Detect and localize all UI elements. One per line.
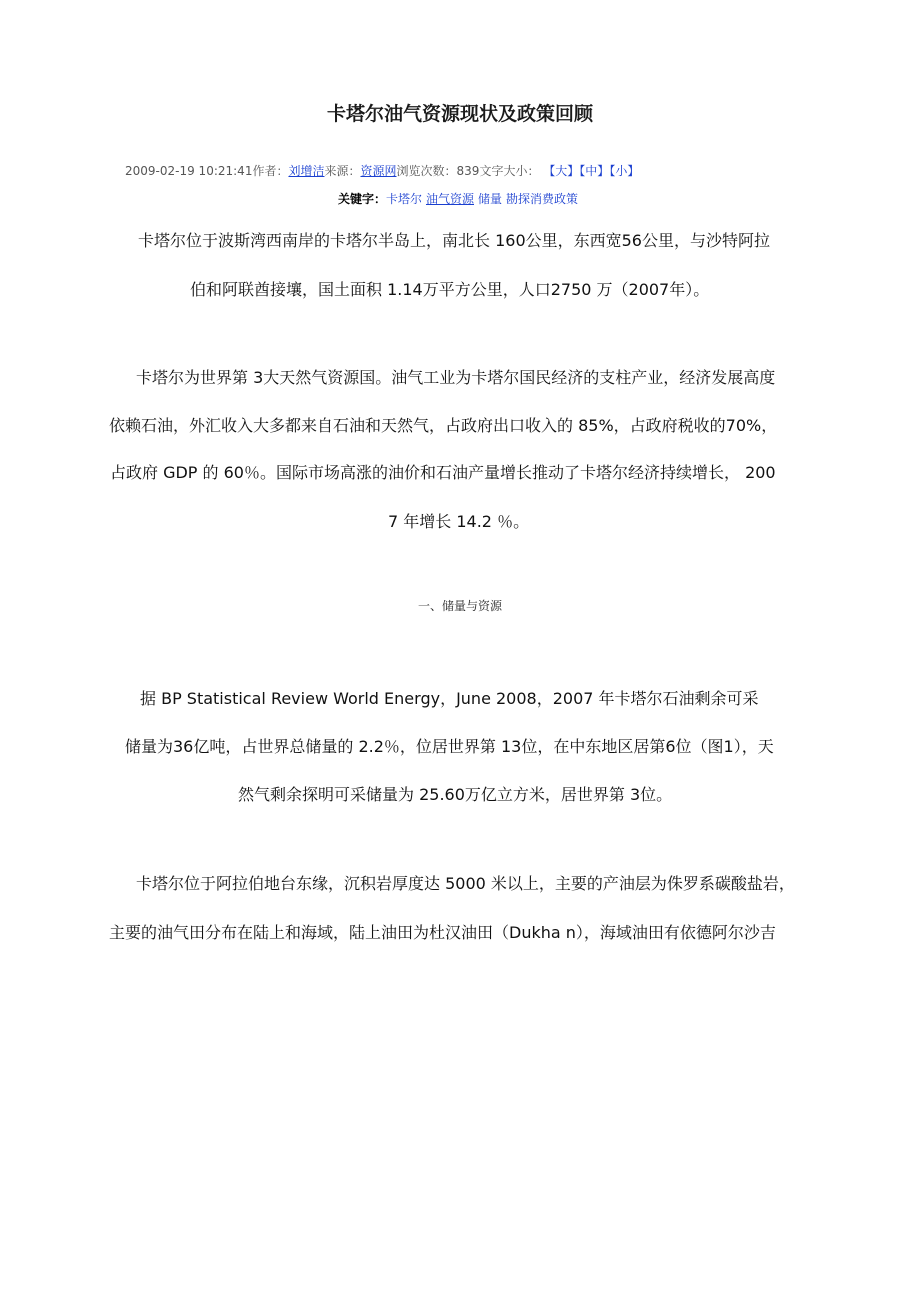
paragraph-line: 卡塔尔为世界第 3大天然气资源国。油气工业为卡塔尔国民经济的支柱产业，经济发展高度 xyxy=(136,368,776,387)
paragraph-line: 卡塔尔位于阿拉伯地台东缘，沉积岩厚度达 5000 米以上，主要的产油层为侏罗系碳酸盐岩， xyxy=(136,874,795,893)
keyword-link[interactable]: 卡塔尔 xyxy=(385,192,422,206)
paragraph-line: 主要的油气田分布在陆上和海域，陆上油田为杜汉油田（Dukha n），海域油田有依德阿尔沙吉 xyxy=(109,923,776,942)
keyword-link[interactable]: 储量 xyxy=(478,192,503,206)
font-size-label: 文字大小： xyxy=(479,164,540,178)
paragraph-line: 储量为36亿吨，占世界总储量的 2.2％，位居世界第 13位，在中东地区居第6位（图1），天 xyxy=(125,737,774,756)
source-label: 来源： xyxy=(324,164,361,178)
paragraph-line: 卡塔尔位于波斯湾西南岸的卡塔尔半岛上，南北长 160公里，东西宽56公里，与沙特阿拉 xyxy=(138,231,770,250)
keyword-label: 关键字： xyxy=(337,192,386,206)
keyword-line xyxy=(0,190,920,208)
keyword-link[interactable]: 勘探消费政策 xyxy=(506,192,579,206)
font-size-small-button[interactable]: 【小】 xyxy=(609,164,640,178)
author-link[interactable]: 刘增洁 xyxy=(288,164,325,178)
font-size-medium-button[interactable]: 【中】 xyxy=(579,164,610,178)
views-label: 浏览次数： xyxy=(396,164,457,178)
paragraph-line: 伯和阿联酋接壤，国土面积 1.14万平方公里，人口2750 万（2007年）。 xyxy=(190,280,710,299)
view-count: 839 xyxy=(456,164,480,178)
publish-datetime: 2009-02-19 10:21:41 xyxy=(125,164,253,178)
section-heading: 一、储量与资源 xyxy=(417,599,502,613)
source-link[interactable]: 资源网 xyxy=(360,164,397,178)
paragraph-line: 占政府 GDP 的 60％。国际市场高涨的油价和石油产量增长推动了卡塔尔经济持续增长， 200 xyxy=(110,463,776,482)
paragraph-line: 据 BP Statistical Review World Energy，June 2008，2007 年卡塔尔石油剩余可采 xyxy=(140,689,759,708)
paragraph-line: 依赖石油，外汇收入大多都来自石油和天然气，占政府出口收入的 85%，占政府税收的70%， xyxy=(109,416,778,435)
paragraph-line: 7 年增长 14.2 ％。 xyxy=(388,512,530,531)
paragraph-line: 然气剩余探明可采储量为 25.60万亿立方米，居世界第 3位。 xyxy=(238,785,673,804)
page-title: 卡塔尔油气资源现状及政策回顾 xyxy=(326,103,593,125)
font-size-large-button[interactable]: 【大】 xyxy=(543,164,580,178)
article-meta xyxy=(125,162,825,180)
keyword-link[interactable]: 油气资源 xyxy=(425,192,474,206)
author-label: 作者： xyxy=(252,164,289,178)
